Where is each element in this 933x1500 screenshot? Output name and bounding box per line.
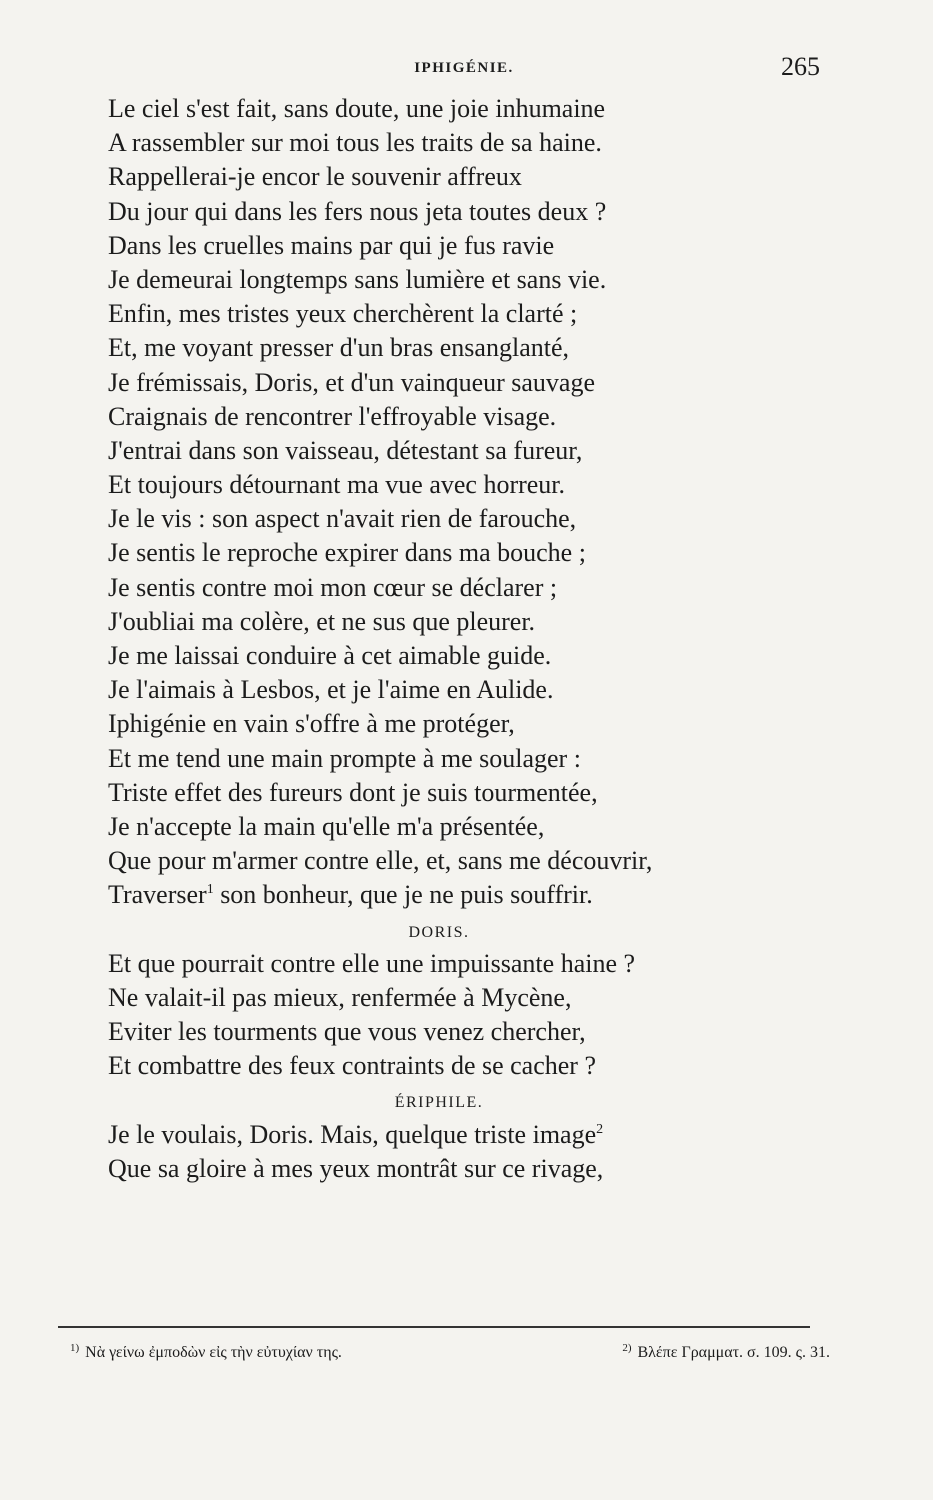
footnote-2 <box>622 1342 830 1362</box>
verse-line: Et que pourrait contre elle une impuissante haine ? <box>108 948 636 978</box>
footnote-divider <box>58 1326 810 1328</box>
footnotes <box>70 1342 830 1372</box>
running-title: IPHIGÉNIE. <box>414 60 514 76</box>
verse-line: Que sa gloire à mes yeux montrât sur ce rivage, <box>108 1153 604 1183</box>
verse-fragment: son bonheur, que je ne puis souffrir. <box>213 880 593 910</box>
verse-line: Craignais de rencontrer l'effroyable visage. <box>108 401 557 431</box>
footnote-text: Νὰ γείνω ἐμποδὼν εἰς τὴν εὐτυχίαν της. <box>85 1344 342 1361</box>
verse-line: Enfin, mes tristes yeux cherchèrent la clarté ; <box>108 299 578 329</box>
verse-line: Je me laissai conduire à cet aimable guide. <box>108 641 552 670</box>
verse-line: Et me tend une main prompte à me soulager : <box>108 743 581 773</box>
verse-text <box>108 92 820 1186</box>
verse-line: Rappellerai-je encor le souvenir affreux <box>108 162 522 192</box>
verse-line: Que pour m'armer contre elle, et, sans me découvrir, <box>108 846 653 876</box>
verse-line: Iphigénie en vain s'offre à me protéger, <box>108 709 515 739</box>
verse-line: Triste effet des fureurs dont je suis tourmentée, <box>108 777 598 807</box>
verse-fragment: Je le voulais, Doris. Mais, quelque triste image <box>108 1119 597 1149</box>
running-head <box>108 52 820 82</box>
footnote-text: Βλέπε Γραμματ. σ. 109. ς. 31. <box>637 1344 830 1361</box>
verse-line: J'entrai dans son vaisseau, détestant sa fureur, <box>108 435 583 465</box>
verse-line: Ne valait-il pas mieux, renfermée à Mycène, <box>108 982 572 1012</box>
verse-line: Et toujours détournant ma vue avec horreur. <box>108 470 566 500</box>
verse-line: Eviter les tourments que vous venez chercher, <box>108 1017 586 1047</box>
footnote-reference: 2 <box>596 1121 604 1137</box>
verse-line: Je demeurai longtemps sans lumière et sans vie. <box>108 264 607 294</box>
verse-line <box>108 878 820 912</box>
verse-line: A rassembler sur moi tous les traits de sa haine. <box>108 128 602 158</box>
verse-line: Et, me voyant presser d'un bras ensanglanté, <box>108 333 569 363</box>
speaker-name: DORIS. <box>408 923 470 941</box>
footnote-mark: 2) <box>622 1342 632 1354</box>
verse-line: Je frémissais, Doris, et d'un vainqueur sauvage <box>108 367 596 397</box>
page-number: 265 <box>781 52 820 81</box>
verse-line: Je le vis : son aspect n'avait rien de farouche, <box>108 504 577 534</box>
verse-line: Je sentis le reproche expirer dans ma bouche ; <box>108 538 586 568</box>
footnote-reference: 1 <box>206 882 214 898</box>
verse-line: Je sentis contre moi mon cœur se déclarer ; <box>108 572 558 602</box>
verse-line: Je n'accepte la main qu'elle m'a présentée, <box>108 811 545 841</box>
verse-line <box>108 1118 820 1152</box>
footnote-mark: 1) <box>70 1342 80 1354</box>
verse-line: Et combattre des feux contraints de se cacher ? <box>108 1051 596 1081</box>
verse-line: Dans les cruelles mains par qui je fus ravie <box>108 230 555 260</box>
verse-fragment: Traverser <box>108 880 207 910</box>
verse-line: Le ciel s'est fait, sans doute, une joie inhumaine <box>108 94 606 123</box>
footnote-1 <box>70 1342 342 1362</box>
verse-line: Du jour qui dans les fers nous jeta toutes deux ? <box>108 196 607 226</box>
verse-line: J'oubliai ma colère, et ne sus que pleurer. <box>108 606 536 636</box>
verse-line: Je l'aimais à Lesbos, et je l'aime en Aulide. <box>108 675 554 705</box>
speaker-name: ÉRIPHILE. <box>394 1094 484 1112</box>
